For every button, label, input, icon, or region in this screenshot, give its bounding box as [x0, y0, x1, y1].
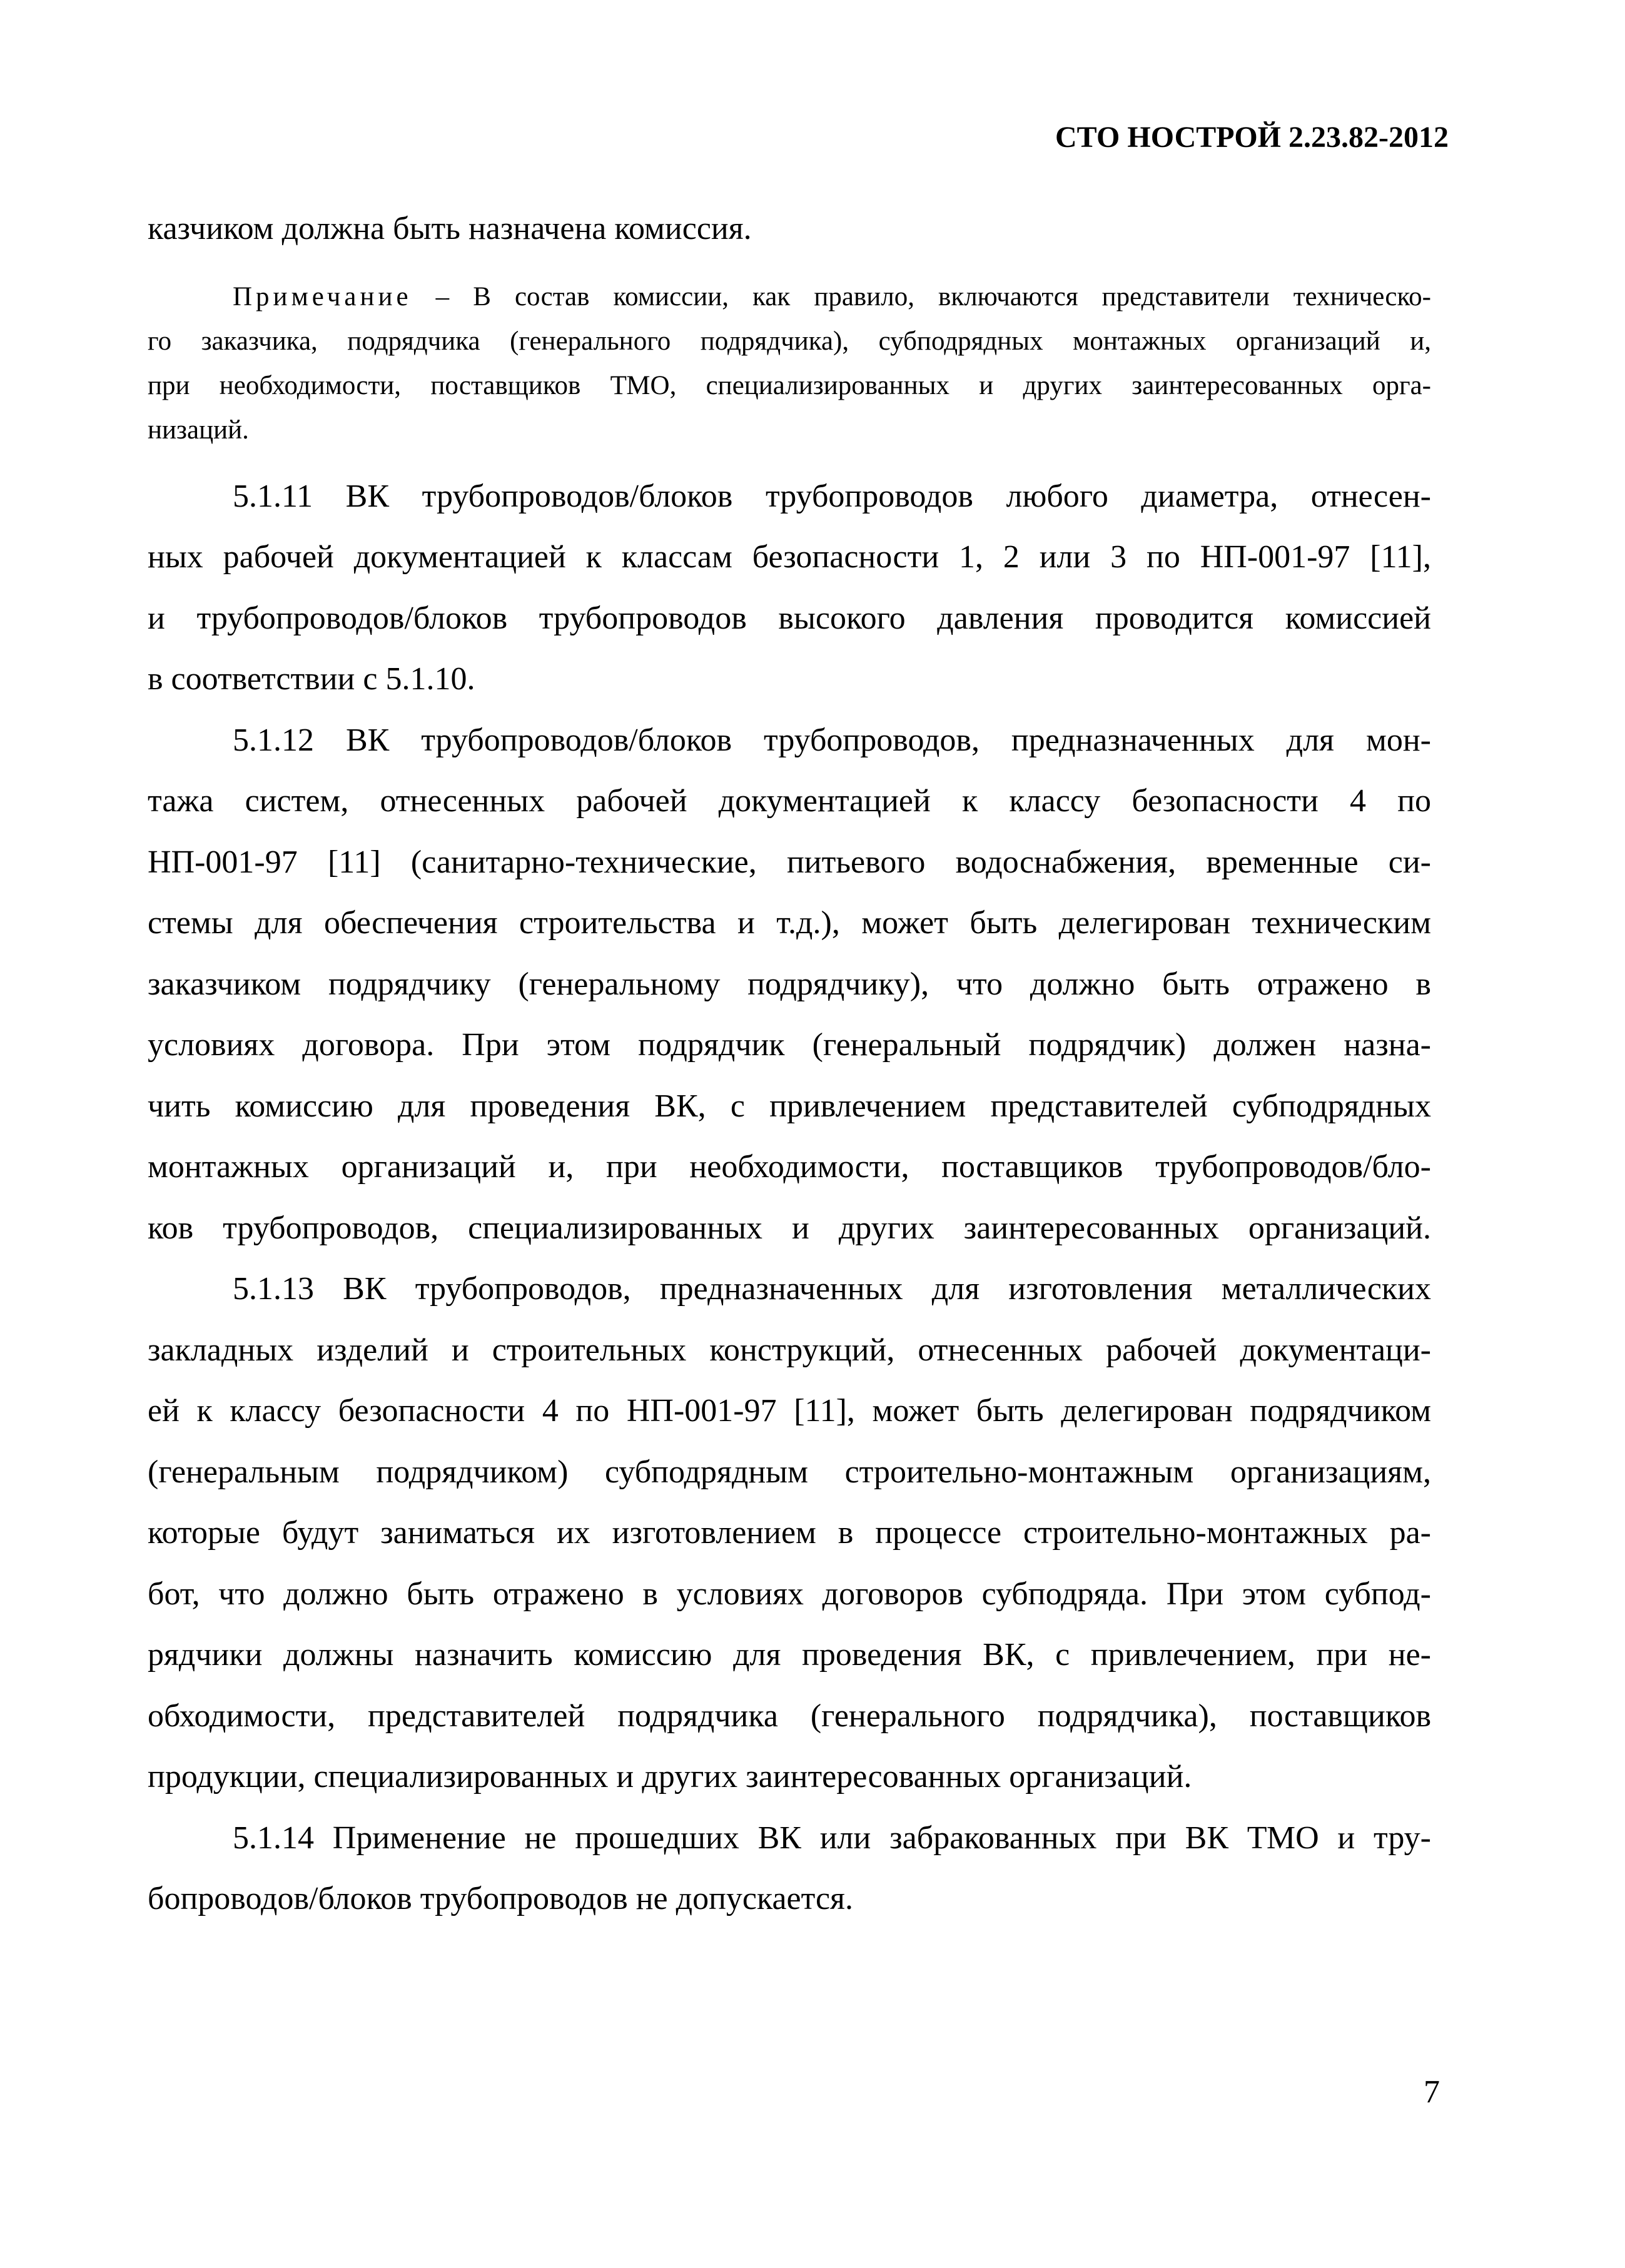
text-line: казчиком должна быть назначена комиссия. [148, 211, 752, 246]
note-line: при необходимости, поставщиков ТМО, специализированных и других заинтересованных орга- [148, 370, 1431, 400]
clause-5-1-12 [148, 710, 1431, 1259]
text-line: которые будут заниматься их изготовлением в процессе строительно-монтажных ра- [148, 1515, 1431, 1551]
text-line: тажа систем, отнесенных рабочей документацией к классу безопасности 4 по [148, 783, 1431, 819]
note-line: низаций. [148, 415, 249, 445]
note-label: Примечание [233, 281, 412, 311]
page-number: 7 [1424, 2074, 1440, 2110]
text-line: ных рабочей документацией к классам безопасности 1, 2 или 3 по НП-001-97 [11], [148, 539, 1431, 575]
text-line: обходимости, представителей подрядчика (генерального подрядчика), поставщиков [148, 1698, 1431, 1734]
text-line: НП-001-97 [11] (санитарно-технические, питьевого водоснабжения, временные си- [148, 844, 1431, 880]
text-line: 5.1.14 Применение не прошедших ВК или забракованных при ВК ТМО и тру- [233, 1820, 1431, 1856]
clause-5-1-11 [148, 466, 1431, 710]
text-line: бопроводов/блоков трубопроводов не допускается. [148, 1881, 853, 1916]
text-line: в соответствии с 5.1.10. [148, 661, 475, 697]
text-line: бот, что должно быть отражено в условиях договоров субподряда. При этом субпод- [148, 1576, 1431, 1612]
text-line: (генеральным подрядчиком) субподрядным строительно-монтажным организациям, [148, 1454, 1431, 1490]
text-line: 5.1.13 ВК трубопроводов, предназначенных для изготовления металлических [233, 1271, 1431, 1307]
text-line: ей к классу безопасности 4 по НП-001-97 [11], может быть делегирован подрядчиком [148, 1393, 1431, 1429]
text-line: продукции, специализированных и других заинтересованных организаций. [148, 1759, 1192, 1795]
text-line: и трубопроводов/блоков трубопроводов высокого давления проводится комиссией [148, 600, 1431, 636]
note-line [148, 275, 1431, 319]
text-line: монтажных организаций и, при необходимости, поставщиков трубопроводов/бло- [148, 1149, 1431, 1185]
text-line: чить комиссию для проведения ВК, с привлечением представителей субподрядных [148, 1088, 1431, 1124]
text-line: рядчики должны назначить комиссию для проведения ВК, с привлечением, при не- [148, 1637, 1431, 1673]
note [148, 275, 1431, 452]
text-line: заказчиком подрядчику (генеральному подрядчику), что должно быть отражено в [148, 966, 1431, 1002]
text-line: ков трубопроводов, специализированных и других заинтересованных организаций. [148, 1210, 1431, 1246]
document-body [148, 198, 1431, 1930]
clause-5-1-13 [148, 1258, 1431, 1808]
document-code-header: СТО НОСТРОЙ 2.23.82-2012 [1055, 121, 1449, 154]
note-text: – В состав комиссии, как правило, включаются представители техническо- [412, 281, 1431, 311]
text-line: условиях договора. При этом подрядчик (генеральный подрядчик) должен назна- [148, 1027, 1431, 1063]
note-line: го заказчика, подрядчика (генерального подрядчика), субподрядных монтажных организаций и, [148, 326, 1431, 356]
text-line: 5.1.11 ВК трубопроводов/блоков трубопроводов любого диаметра, отнесен- [233, 478, 1431, 514]
clause-5-1-14 [148, 1808, 1431, 1930]
text-line: 5.1.12 ВК трубопроводов/блоков трубопроводов, предназначенных для мон- [233, 722, 1431, 758]
text-line: закладных изделий и строительных конструкций, отнесенных рабочей документаци- [148, 1332, 1431, 1368]
text-line: стемы для обеспечения строительства и т.д.), может быть делегирован техническим [148, 905, 1431, 941]
